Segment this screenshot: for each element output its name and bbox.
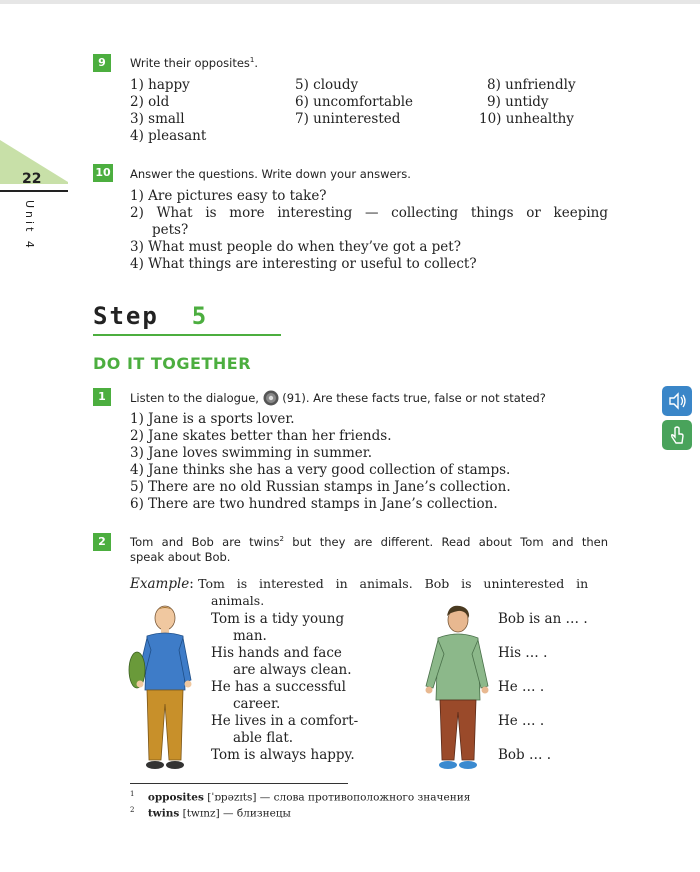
question-item: 4) What things are interesting or useful to collect? xyxy=(130,256,477,272)
unit-label: Unit 4 xyxy=(23,200,36,251)
list-item: 3) small xyxy=(130,111,185,127)
exercise-2-instruction-line2: speak about Bob. xyxy=(130,550,231,564)
list-item: 2) old xyxy=(130,94,170,110)
bob-sentence: He … . xyxy=(498,679,545,695)
list-item: 8) unfriendly xyxy=(487,77,576,93)
exercise-number-9: 9 xyxy=(93,54,111,72)
list-item: 6) uncomfortable xyxy=(295,94,414,110)
step-heading: Step 5 xyxy=(93,302,209,330)
list-item: 10) unhealthy xyxy=(479,111,574,127)
bob-sentence: Bob is an … . xyxy=(498,611,588,627)
bob-sentence: Bob … . xyxy=(498,747,552,763)
list-item: 1) Jane is a sports lover. xyxy=(130,411,295,427)
tom-sentence-continued: are always clean. xyxy=(233,662,352,678)
exercise-number-1: 1 xyxy=(93,388,111,406)
tom-sentence: He has a successful xyxy=(211,679,346,695)
list-item: 4) Jane thinks she has a very good collection of stamps. xyxy=(130,462,511,478)
footnote: $^2$ twins [twɪnz] — близнецы xyxy=(130,806,291,820)
tom-sentence: He lives in a comfort- xyxy=(211,713,359,729)
top-border xyxy=(0,0,700,4)
tom-sentence-continued: able flat. xyxy=(233,730,294,746)
tom-sentence: His hands and face xyxy=(211,645,342,661)
page-number: 22 xyxy=(22,171,42,187)
tom-illustration xyxy=(125,600,205,775)
tom-sentence: Tom is always happy. xyxy=(211,747,355,763)
list-item: 6) There are two hundred stamps in Jane’s collection. xyxy=(130,496,498,512)
step-underline xyxy=(93,334,281,336)
tom-sentence: Tom is a tidy young xyxy=(211,611,345,627)
exercise-1-instruction: Listen to the dialogue, (91). Are these facts true, false or not stated? xyxy=(130,391,546,405)
tom-sentence-continued: man. xyxy=(233,628,267,644)
audio-button[interactable] xyxy=(662,386,692,416)
hand-pointer-icon xyxy=(662,420,692,450)
list-item: 2) Jane skates better than her friends. xyxy=(130,428,392,444)
footnote: $^1$ opposites [ˈɒpəzɪts] — слова противоположного значения xyxy=(130,790,471,804)
page-number-rule xyxy=(0,190,68,192)
example-line: Example: Tom is interested in animals. Bob is uninterested in xyxy=(130,576,589,592)
list-item: 5) There are no old Russian stamps in Jane’s collection. xyxy=(130,479,511,495)
list-item: 4) pleasant xyxy=(130,128,207,144)
question-item: 1) Are pictures easy to take? xyxy=(130,188,327,204)
list-item: 3) Jane loves swimming in summer. xyxy=(130,445,372,461)
exercise-number-2: 2 xyxy=(93,533,111,551)
bob-sentence: He … . xyxy=(498,713,545,729)
question-item: 2) What is more interesting — collecting things or keeping xyxy=(130,205,608,221)
bob-illustration xyxy=(418,600,498,775)
list-item: 9) untidy xyxy=(487,94,549,110)
bob-sentence: His … . xyxy=(498,645,548,661)
footnote-rule xyxy=(130,783,348,784)
question-item: 3) What must people do when they’ve got a pet? xyxy=(130,239,461,255)
exercise-10-instruction: Answer the questions. Write down your answers. xyxy=(130,167,411,181)
speaker-icon xyxy=(662,386,692,416)
exercise-9-instruction: Write their opposites$^1$. xyxy=(130,56,259,70)
exercise-2-instruction-line1: Tom and Bob are twins$^2$ but they are different. Read about Tom and then xyxy=(130,535,609,549)
example-line-continued: animals. xyxy=(211,593,265,608)
list-item: 1) happy xyxy=(130,77,190,93)
list-item: 7) uninterested xyxy=(295,111,401,127)
list-item: 5) cloudy xyxy=(295,77,359,93)
exercise-number-10: 10 xyxy=(93,164,113,182)
interactive-button[interactable] xyxy=(662,420,692,450)
tom-sentence-continued: career. xyxy=(233,696,281,712)
audio-disc-icon xyxy=(263,390,279,406)
question-item-continued: pets? xyxy=(152,222,189,238)
section-title: DO IT TOGETHER xyxy=(93,354,252,373)
